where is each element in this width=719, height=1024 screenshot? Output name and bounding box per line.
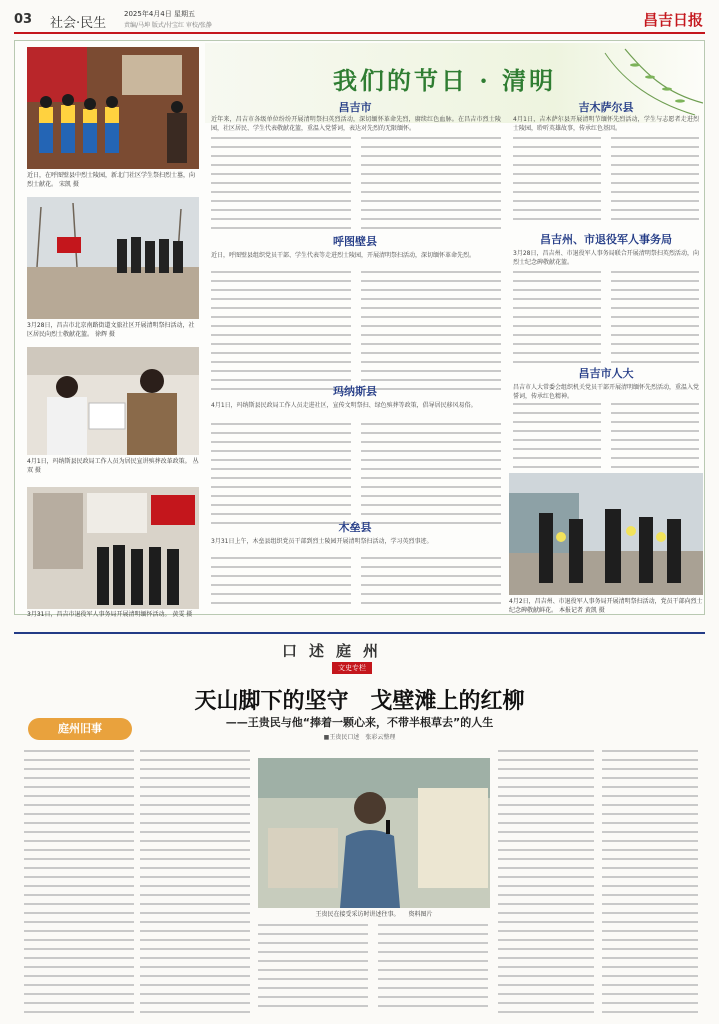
article-body: 近年来，昌吉市各级单位纷纷开展清明祭扫英烈活动，深切缅怀革命先烈，赓续红色血脉。在昌吉市烈士陵园，社区居民、学生代表敬献花篮，重温入党誓词，表达对先烈的无限缅怀。 bbox=[211, 116, 501, 133]
photo-interviewee bbox=[258, 758, 490, 908]
photo-caption: 3月31日，昌吉市退役军人事务局开展清明缅怀活动。 黄雯 摄 bbox=[27, 611, 193, 618]
article-body: 近日，呼图壁县组织党员干部、学生代表等走进烈士陵园，开展清明祭扫活动，深切缅怀革命先烈。 bbox=[211, 252, 476, 259]
article-body: 3月28日，昌吉州、市退役军人事务局联合开展清明祭扫英烈活动，向烈士纪念碑敬献花篮。 bbox=[513, 250, 699, 267]
article-body: 4月1日，吉木萨尔县开展清明节缅怀先烈活动，学生与志愿者走进烈士陵园，聆听英雄故事，传承红色基因。 bbox=[513, 116, 699, 133]
article-body: 3月31日上午，木垒县组织党员干部到烈士陵园开展清明祭扫活动，学习英烈事迹。 bbox=[211, 538, 433, 545]
photo-wreath-laying bbox=[509, 473, 703, 595]
photo-outreach bbox=[27, 347, 199, 455]
photo-credit: 本报记者 黄凯 摄 bbox=[558, 607, 605, 614]
photo-caption: 3月28日，昌吉市北京南路街道文旅社区开展清明祭扫活动，社区居民向烈士敬献花篮。 徐辉 摄 bbox=[27, 322, 195, 338]
column-ribbon: 庭州旧事 bbox=[28, 718, 132, 740]
photo-memorial bbox=[27, 197, 199, 319]
photo-credit: 宋凯 摄 bbox=[58, 181, 79, 188]
column-tag: 文史专栏 bbox=[332, 662, 372, 674]
photo-students bbox=[27, 47, 199, 169]
article-title-manas: 玛纳斯县 bbox=[333, 385, 377, 398]
article-title-veterans-bureau: 昌吉州、市退役军人事务局 bbox=[540, 233, 672, 246]
photo-credit: 丛双 摄 bbox=[27, 458, 199, 474]
photo-caption: 近日，在呼图壁县中烈士陵园，新北门社区学生祭扫烈士墓，向烈士献花。 宋凯 摄 bbox=[27, 172, 196, 188]
issue-date: 2025年4月4日 星期五 bbox=[124, 10, 195, 18]
article-body: 4月1日，玛纳斯县民政局工作人员走进社区，宣传文明祭扫、绿色殡葬等政策，倡导居民移风易俗。 bbox=[211, 402, 477, 409]
feature-headline: 天山脚下的坚守 戈壁滩上的红柳 bbox=[194, 688, 525, 714]
photo-credit: 黄雯 摄 bbox=[172, 611, 193, 618]
festival-section bbox=[14, 40, 705, 618]
paper-logo: 昌吉日报 bbox=[642, 11, 703, 29]
feature-subhead: ——王贵民与他“捧着一颗心来，不带半根草去”的人生 bbox=[225, 716, 494, 729]
page-header bbox=[14, 8, 705, 34]
feature-byline: ■王贵民口述 张彩云整理 bbox=[323, 734, 396, 741]
photo-caption: 4月2日，昌吉州、市退役军人事务局开展清明祭扫活动，党员干部向烈士纪念碑敬献鲜花。 本报记者 黄凯 摄 bbox=[509, 598, 703, 614]
festival-title: 我们的节日 · 清明 bbox=[333, 66, 557, 95]
article-title-mulei: 木垒县 bbox=[338, 521, 372, 534]
article-body: 昌吉市人大常委会组织机关党员干部开展清明缅怀先烈活动，重温入党誓词，传承红色精神。 bbox=[513, 384, 700, 401]
page-number: 03 bbox=[14, 12, 33, 27]
history-column bbox=[14, 632, 705, 1018]
article-title-changji-npc: 昌吉市人大 bbox=[578, 367, 634, 380]
photo-caption: 王贵民在接受采访时讲述往事。 资料图片 bbox=[315, 911, 433, 918]
article-title-changji-city: 昌吉市 bbox=[338, 101, 372, 114]
photo-credit: 徐辉 摄 bbox=[94, 331, 115, 338]
photo-caption: 4月1日，玛纳斯县民政局工作人员为居民宣讲殡葬改革政策。 丛双 摄 bbox=[27, 458, 199, 474]
column-name: 口述庭州 bbox=[282, 642, 391, 660]
section-name: 社会·民生 bbox=[50, 16, 107, 31]
article-title-hutubi: 呼图壁县 bbox=[333, 235, 377, 248]
article-title-jimsar: 吉木萨尔县 bbox=[578, 101, 634, 114]
editor-line: 责编/马坤 版式/付宝红 审校/张静 bbox=[124, 22, 212, 29]
photo-exhibit bbox=[27, 487, 199, 609]
